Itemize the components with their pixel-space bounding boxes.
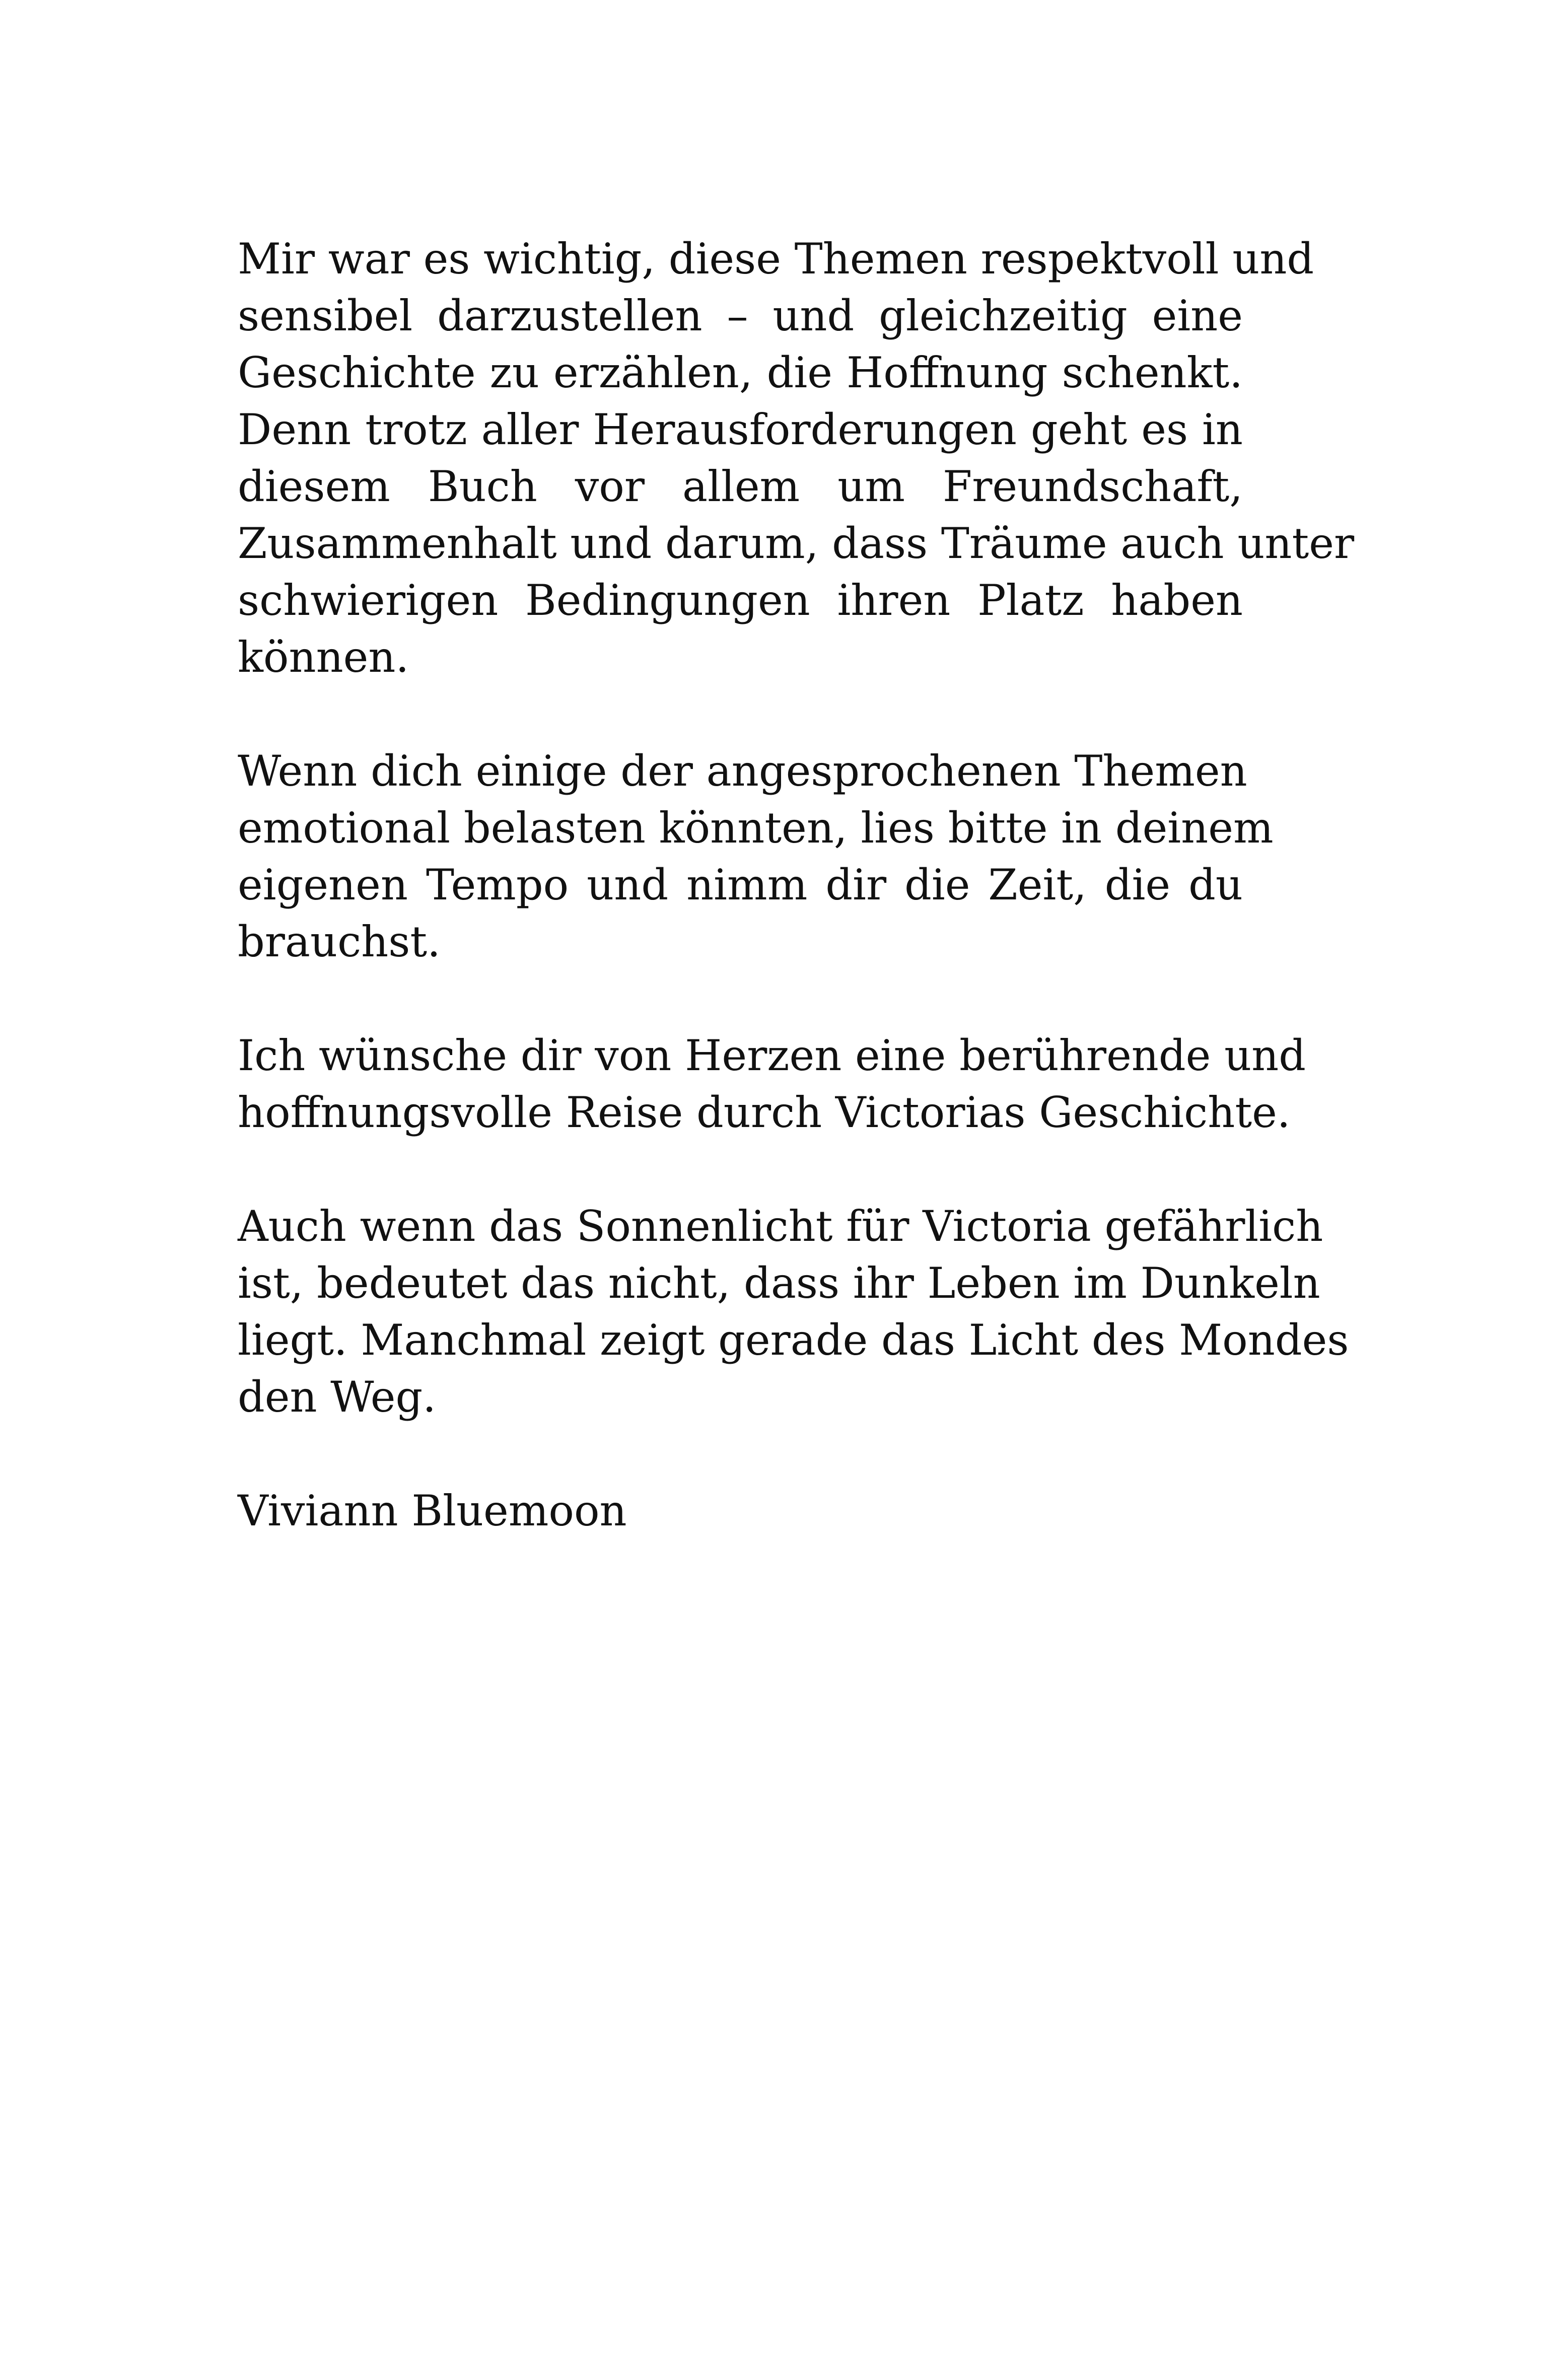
paragraph-4 xyxy=(238,1198,1349,1426)
text-line: ist, bedeutet das nicht, dass ihr Leben im Dunkeln xyxy=(238,1258,1320,1308)
paragraph-1 xyxy=(238,231,1355,686)
text-line: Denn trotz aller Herausforderungen geht es in xyxy=(238,405,1243,454)
text-line: liegt. Manchmal zeigt gerade das Licht des Mondes xyxy=(238,1315,1349,1365)
text-line: sensibel darzustellen – und gleichzeitig eine xyxy=(238,291,1243,340)
text-line: Mir war es wichtig, diese Themen respektvoll und xyxy=(238,234,1314,284)
text-line: emotional belasten könnten, lies bitte in deinem xyxy=(238,803,1274,853)
text-line: hoffnungsvolle Reise durch Victorias Geschichte. xyxy=(238,1088,1291,1137)
text-line: den Weg. xyxy=(238,1372,436,1422)
text-line: Ich wünsche dir von Herzen eine berührende und xyxy=(238,1031,1306,1080)
text-line: schwierigen Bedingungen ihren Platz haben xyxy=(238,576,1243,625)
text-line: Auch wenn das Sonnenlicht für Victoria gefährlich xyxy=(238,1202,1323,1251)
text-line: Zusammenhalt und darum, dass Träume auch unter xyxy=(238,519,1355,568)
body-text xyxy=(238,231,1355,1539)
text-line: diesem Buch vor allem um Freundschaft, xyxy=(238,462,1243,511)
text-line: eigenen Tempo und nimm dir die Zeit, die du xyxy=(238,860,1243,909)
text-line: Wenn dich einige der angesprochenen Themen xyxy=(238,746,1247,796)
paragraph-2 xyxy=(238,743,1274,970)
author-signature: Viviann Bluemoon xyxy=(238,1486,627,1535)
text-line: Geschichte zu erzählen, die Hoffnung schenkt. xyxy=(238,348,1243,397)
paragraph-3 xyxy=(238,1027,1306,1141)
text-line: brauchst. xyxy=(238,917,441,966)
text-line: können. xyxy=(238,633,409,682)
